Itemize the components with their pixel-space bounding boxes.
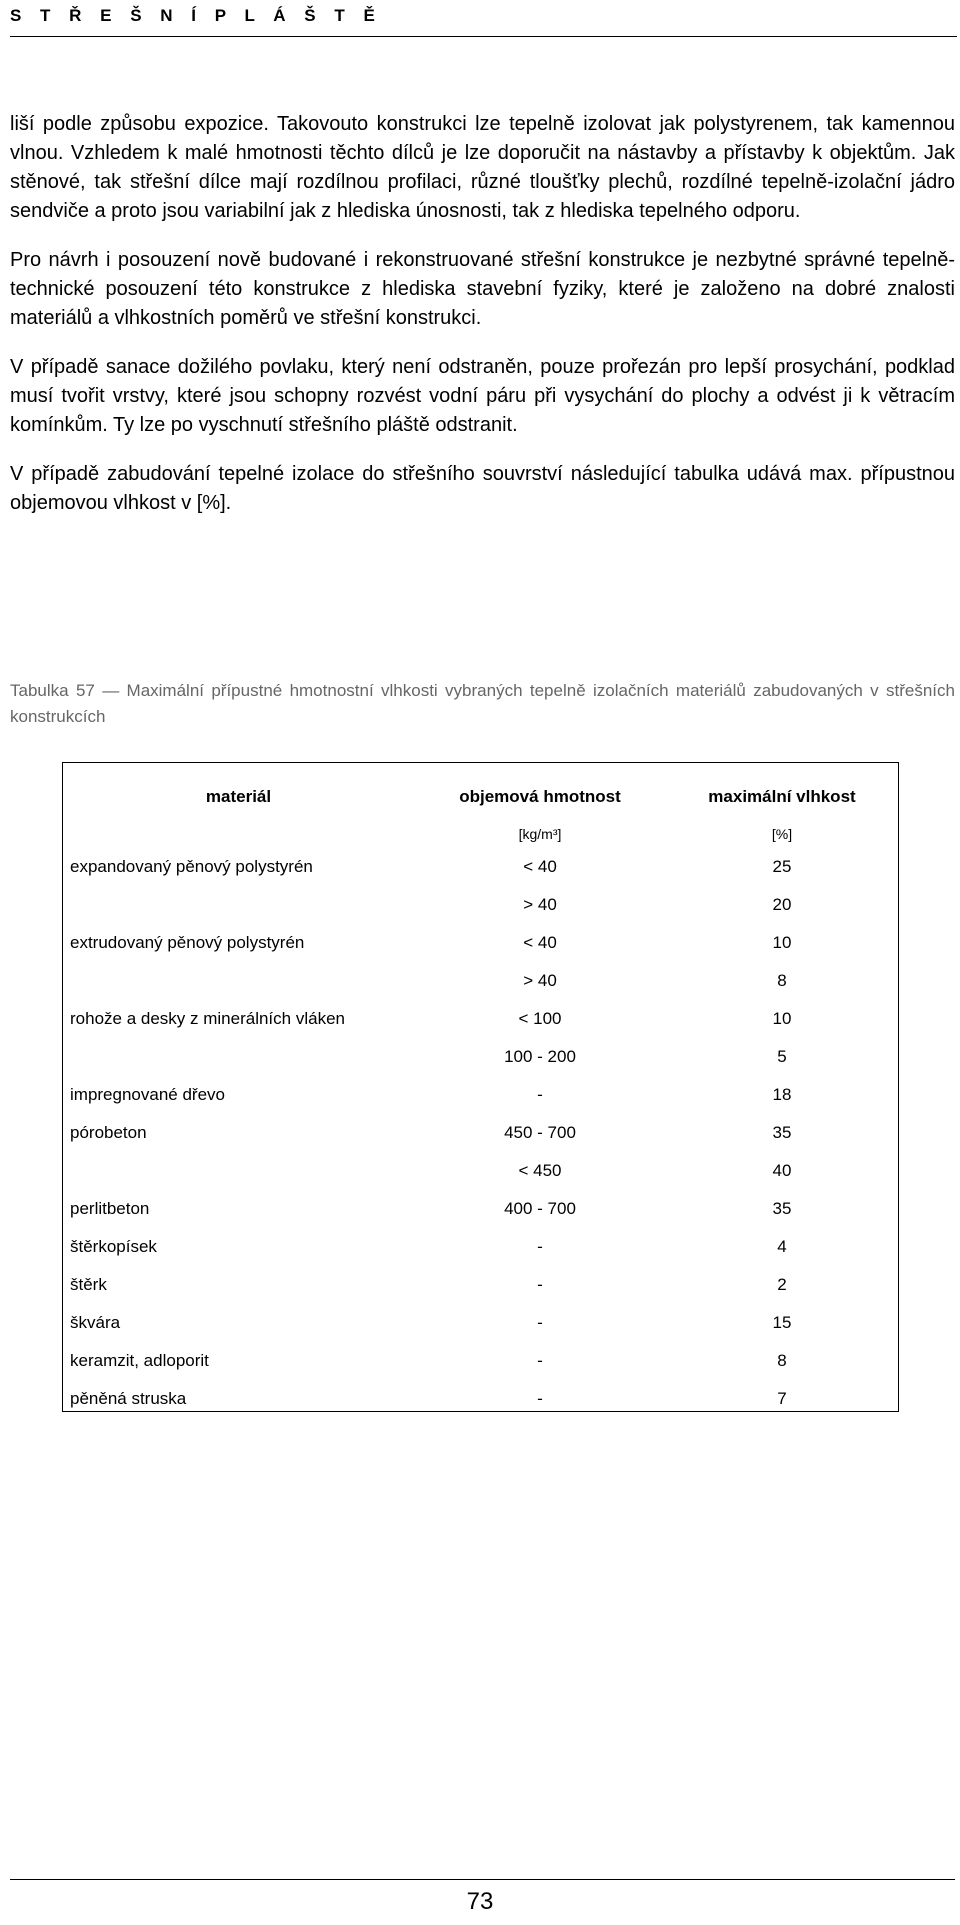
cell-moisture: 10 <box>772 933 792 952</box>
cell-material: perlitbeton <box>70 1199 150 1218</box>
table-row <box>62 1380 899 1418</box>
table-header-row <box>62 762 899 820</box>
cell-material: expandovaný pěnový polystyrén <box>70 857 313 876</box>
cell-density: < 100 <box>518 1009 562 1028</box>
table-row <box>62 924 899 962</box>
table-row <box>62 1152 899 1190</box>
table-body <box>62 848 899 1418</box>
cell-moisture: 7 <box>777 1389 787 1408</box>
cell-density: < 40 <box>523 857 557 876</box>
table-row <box>62 1228 899 1266</box>
table-caption: Tabulka 57 — Maximální přípustné hmotnostní vlhkosti vybraných tepelně izolačních materiálů zabudovaných v střešních konstrukcích <box>10 681 955 726</box>
column-header-density: objemová hmotnost <box>459 787 621 806</box>
cell-material: keramzit, adloporit <box>70 1351 209 1370</box>
table-row <box>62 1038 899 1076</box>
unit-density: [kg/m³] <box>518 826 562 842</box>
footer-rule <box>10 1879 955 1880</box>
cell-density: - <box>537 1237 543 1256</box>
paragraph: V případě sanace dožilého povlaku, který není odstraněn, pouze prořezán pro lepší prosychání, podklad musí tvořit vrstvy, které jsou schopny rozvést vodní páru při vysychání do plochy a odvést ji k větracím komínkům. Ty lze po vyschnutí střešního pláště odstranit. <box>10 356 955 436</box>
cell-material: škvára <box>70 1313 121 1332</box>
cell-moisture: 25 <box>772 857 792 876</box>
paragraph: Pro návrh i posouzení nově budované i rekonstruované střešní konstrukce je nezbytné správné tepelně-technické posouzení této konstrukce z hlediska stavební fyziky, které je založeno na dobré znalosti materiálů a vlhkostních poměrů ve střešní konstrukci. <box>10 249 955 329</box>
cell-density: < 40 <box>523 933 557 952</box>
cell-density: - <box>537 1085 543 1104</box>
cell-moisture: 10 <box>772 1009 792 1028</box>
moisture-table <box>62 762 899 1418</box>
cell-moisture: 4 <box>777 1237 787 1256</box>
cell-density: < 450 <box>518 1161 562 1180</box>
column-header-material: materiál <box>205 787 272 806</box>
table-unit-row <box>62 820 899 848</box>
cell-moisture: 8 <box>777 1351 787 1370</box>
cell-density: - <box>537 1389 543 1408</box>
table-row <box>62 1114 899 1152</box>
cell-density: - <box>537 1351 543 1370</box>
paragraph: V případě zabudování tepelné izolace do střešního souvrství následující tabulka udává max. přípustnou objemovou vlhkost v [%]. <box>10 463 955 514</box>
cell-material: štěrkopísek <box>70 1237 157 1256</box>
cell-material: pórobeton <box>70 1123 147 1142</box>
cell-material: extrudovaný pěnový polystyrén <box>70 933 305 952</box>
cell-moisture: 20 <box>772 895 792 914</box>
unit-moisture: [%] <box>771 826 793 842</box>
cell-material: rohože a desky z minerálních vláken <box>70 1009 345 1028</box>
cell-density: > 40 <box>523 895 557 914</box>
cell-material <box>62 1152 415 1190</box>
cell-density: 450 - 700 <box>504 1123 576 1142</box>
cell-moisture: 40 <box>772 1161 792 1180</box>
page-number: 73 <box>466 1888 494 1915</box>
cell-density: > 40 <box>523 971 557 990</box>
cell-material <box>62 962 415 1000</box>
cell-density: - <box>537 1313 543 1332</box>
table-row <box>62 1000 899 1038</box>
header-rule <box>10 36 957 37</box>
table-row <box>62 1304 899 1342</box>
table-row <box>62 1190 899 1228</box>
cell-material <box>62 1038 415 1076</box>
cell-material <box>62 886 415 924</box>
cell-moisture: 35 <box>772 1199 792 1218</box>
cell-moisture: 8 <box>777 971 787 990</box>
cell-material: impregnované dřevo <box>70 1085 225 1104</box>
cell-moisture: 35 <box>772 1123 792 1142</box>
cell-moisture: 18 <box>772 1085 792 1104</box>
cell-density: 100 - 200 <box>504 1047 576 1066</box>
cell-material: štěrk <box>70 1275 107 1294</box>
table-row <box>62 1266 899 1304</box>
table-row <box>62 848 899 886</box>
cell-material: pěněná struska <box>70 1389 187 1408</box>
table-row <box>62 886 899 924</box>
running-header: S T Ř E Š N Í P L Á Š T Ě <box>10 6 382 25</box>
cell-density: 400 - 700 <box>504 1199 576 1218</box>
cell-moisture: 5 <box>777 1047 787 1066</box>
paragraph: liší podle způsobu expozice. Takovouto konstrukci lze tepelně izolovat jak polystyrenem, tak kamennou vlnou. Vzhledem k malé hmotnosti těchto dílců je lze doporučit na nástavby a přístavby k objektům. Jak stěnové, tak střešní dílce mají rozdílnou profilaci, různé tloušťky plechů, rozdílné tepelně-izolační jádro sendviče a proto jsou variabilní jak z hlediska únosnosti, tak z hlediska tepelného odporu. <box>10 113 955 222</box>
cell-moisture: 2 <box>777 1275 787 1294</box>
unit-material <box>62 820 415 848</box>
column-header-moisture: maximální vlhkost <box>708 787 856 806</box>
body-text <box>10 110 955 538</box>
cell-density: - <box>537 1275 543 1294</box>
table-row <box>62 962 899 1000</box>
cell-moisture: 15 <box>772 1313 792 1332</box>
table-row <box>62 1342 899 1380</box>
table-row <box>62 1076 899 1114</box>
